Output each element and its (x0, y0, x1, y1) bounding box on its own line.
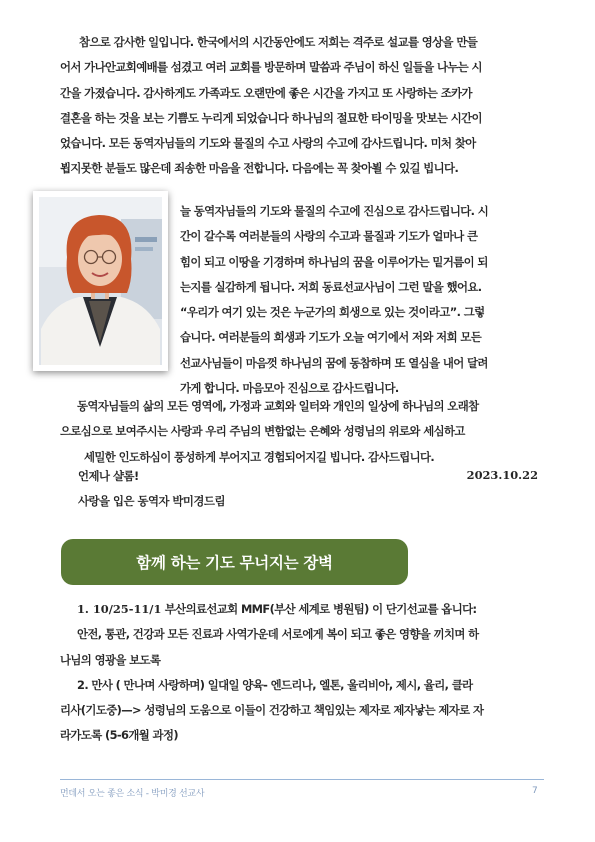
prayer-section-banner (61, 539, 408, 585)
prayer-item-1-line: 안전, 통관, 건강과 모든 진료과 사역가운데 서로에게 복이 되고 좋은 영향을 끼치며 하 (77, 627, 479, 642)
author-signature: 사랑을 입은 동역자 박미경드림 (78, 494, 225, 508)
prayer-item-1-number: 1. 10/25-11/1 (77, 602, 162, 616)
thanks-line: 힘이 되고 이땅을 기경하며 하나님의 꿈을 이루어가는 밑거름이 되 (180, 254, 488, 269)
thanks-line: 늘 동역자님들의 기도와 물질의 수고에 진심으로 감사드립니다. 시 (180, 204, 489, 218)
thanks-line: 선교사님들이 마음껏 하나님의 꿈에 동참하며 또 열심을 내어 달려 (180, 355, 488, 370)
closing-greeting: 언제나 샬롬! (78, 469, 139, 483)
footer-title: 먼데서 오는 좋은 소식 - 박미경 선교사 (60, 789, 205, 799)
thanks-line: 습니다. 여러분들의 희생과 기도가 오늘 여기에서 저와 저희 모든 (180, 330, 482, 345)
thanks-line: 가게 합니다. 마음모아 진심으로 감사드립니다. (180, 381, 399, 396)
thanks-line: “우리가 여기 있는 것은 누군가의 희생으로 있는 것이라고”. 그렇 (180, 305, 485, 320)
thanks-paragraph (180, 199, 548, 401)
thanks-line: 간이 갈수록 여러분들의 사랑의 수고과 물질과 기도가 얼마나 큰 (180, 229, 478, 244)
prayer-list (60, 597, 550, 749)
prayer-item-2: 2. 만사 ( 만나며 사랑하며) 일대일 양육- 엔드리나, 엘톤, 울리비아, 제시, 율리, 클라 (77, 677, 473, 692)
blessing-line: 세밀한 인도하심이 풍성하게 부어지고 경험되어지길 빕니다. 감사드립니다. (84, 449, 435, 464)
portrait-image (39, 197, 162, 365)
prayer-item-2-line: 리사(기도중)—> 성령님의 도움으로 이들이 건강하고 책임있는 제자로 제자낳는 제자로 자 (60, 703, 484, 718)
intro-line: 뵙지못한 분들도 많은데 죄송한 마음을 전합니다. 다음에는 꼭 찾아뵐 수 있길 빕니다. (60, 161, 459, 176)
prayer-item-1-title: 부산의료선교회 MMF(부산 세계로 병원팀) 이 단기선교를 옵니다: (161, 602, 477, 616)
prayer-item-1 (60, 597, 550, 622)
intro-line: 었습니다. 모든 동역자님들의 기도와 물질의 수고 사랑의 수고에 감사드립니다. 미처 찾아 (60, 136, 476, 151)
closing-row (78, 468, 538, 484)
banner-title: 함께 하는 기도 무너지는 장벽 (136, 554, 333, 572)
intro-line: 결혼을 하는 것을 보는 기쁨도 누리게 되었습니다 하나님의 절묘한 타이밍을 맛보는 시간이 (60, 110, 482, 125)
intro-line: 어서 가나안교회예배를 섬겼고 여러 교회를 방문하며 말씀과 주님이 하신 일들을 나누는 시 (60, 60, 482, 75)
blessing-paragraph (60, 394, 550, 470)
prayer-item-2-line: 라가도록 (5-6개월 과정) (60, 728, 178, 743)
intro-line: 간을 가졌습니다. 감사하게도 가족과도 오랜만에 좋은 시간을 가지고 또 사랑하는 조카가 (60, 85, 472, 100)
letter-date: 2023.10.22 (466, 468, 538, 482)
thanks-line: 는지를 실감하게 됩니다. 저희 동료선교사님이 그런 말을 했어요. (180, 279, 482, 294)
intro-line: 참으로 감사한 일입니다. 한국에서의 시간동안에도 저희는 격주로 설교를 영상을 만들 (79, 35, 478, 49)
blessing-line: 동역자님들의 삶의 모든 영역에, 가정과 교회와 일터와 개인의 일상에 하나님의 오래참 (77, 399, 479, 413)
blessing-line: 으로심으로 보여주시는 사랑과 우리 주님의 변함없는 은혜와 성령님의 위로와 세심하고 (60, 424, 465, 439)
portrait-photo (33, 191, 168, 371)
footer-divider (60, 779, 544, 780)
prayer-item-1-line: 나님의 영광을 보도록 (60, 652, 161, 667)
page-number: 7 (532, 786, 538, 796)
intro-paragraph (60, 30, 550, 182)
